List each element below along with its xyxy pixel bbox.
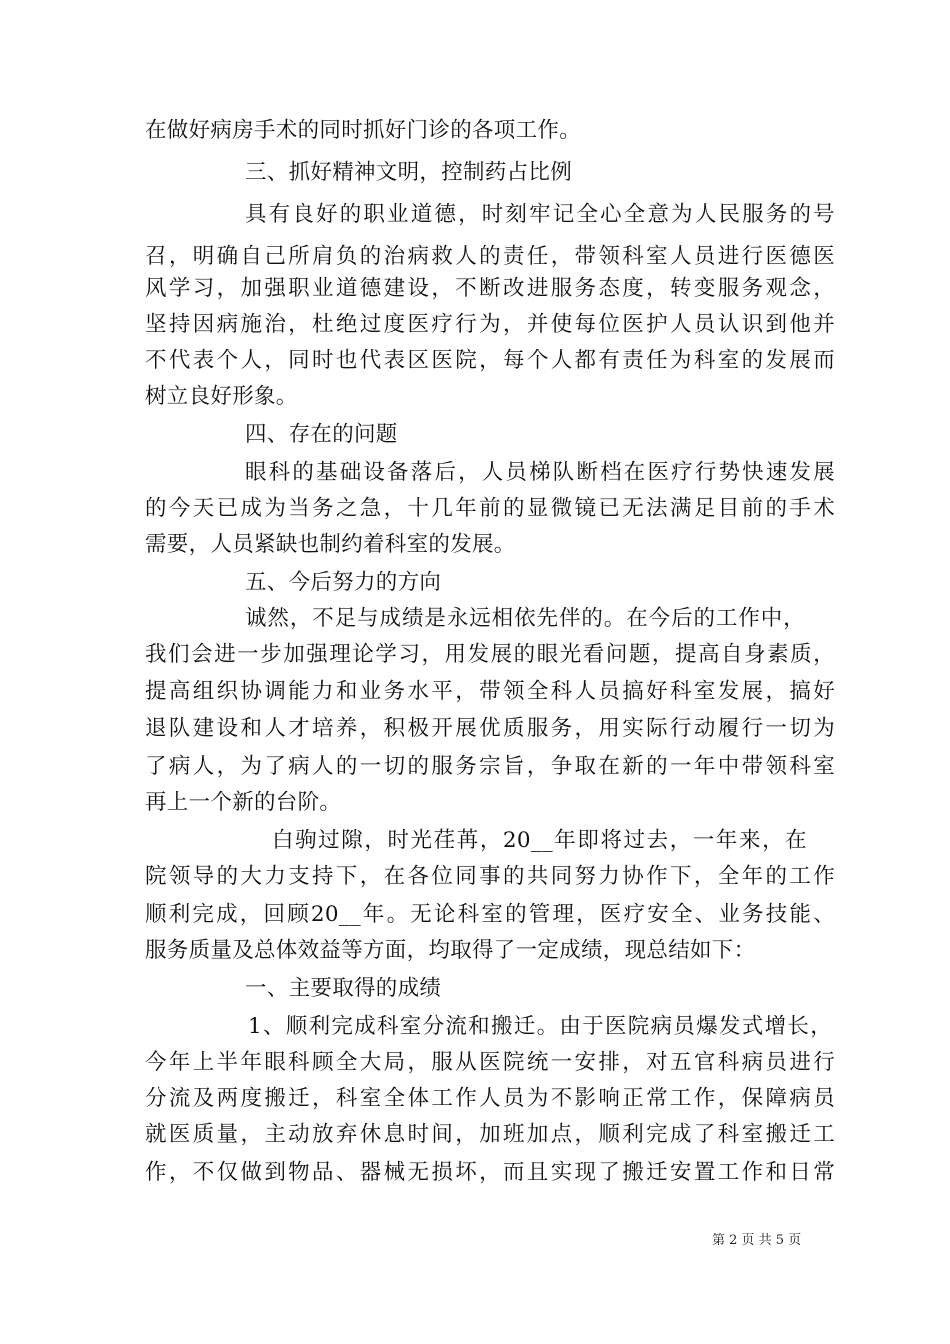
section-heading: 三、抓好精神文明，控制药占比例 (245, 160, 573, 185)
text-line: 具有良好的职业道德，时刻牢记全心全意为人民服务的号 (245, 202, 835, 227)
text-line: 坚持因病施治，杜绝过度医疗行为，并使每位医护人员认识到他并 (145, 312, 835, 337)
text-line: 1、顺利完成科室分流和搬迁。由于医院病员爆发式增长， (248, 1014, 832, 1039)
section-heading: 一、主要取得的成绩 (245, 976, 442, 1001)
text-line: 再上一个新的台阶。 (145, 790, 342, 815)
text-line: 在做好病房手术的同时抓好门诊的各项工作。 (145, 118, 582, 143)
page-number: 第 2 页 共 5 页 (712, 1233, 802, 1248)
text-line: 不代表个人，同时也代表区医院，每个人都有责任为科室的发展而 (145, 348, 835, 373)
text-line: 需要，人员紧缺也制约着科室的发展。 (145, 532, 516, 557)
text-line: 风学习，加强职业道德建设，不断改进服务态度，转变服务观念， (145, 276, 835, 301)
text-line: 院领导的大力支持下，在各位同事的共同努力协作下，全年的工作 (145, 864, 835, 889)
text-line: 顺利完成，回顾20__年。无论科室的管理，医疗安全、业务技能、 (145, 902, 835, 927)
text-line: 树立良好形象。 (145, 384, 298, 409)
section-heading: 四、存在的问题 (245, 422, 398, 447)
text-line: 了病人，为了病人的一切的服务宗旨，争取在新的一年中带领科室 (145, 754, 835, 779)
text-line: 提高组织协调能力和业务水平，带领全科人员搞好科室发展，搞好 (145, 679, 835, 704)
section-heading: 五、今后努力的方向 (245, 570, 442, 595)
text-line: 分流及两度搬迁，科室全体工作人员为不影响正常工作，保障病员 (145, 1086, 835, 1111)
text-line: 就医质量，主动放弃休息时间，加班加点，顺利完成了科室搬迁工 (145, 1122, 835, 1147)
text-line: 眼科的基础设备落后，人员梯队断档在医疗行势快速发展 (245, 460, 835, 485)
text-line: 召，明确自己所肩负的治病救人的责任，带领科室人员进行医德医 (145, 244, 835, 269)
text-line: 诚然，不足与成绩是永远相依先伴的。在今后的工作中， (245, 606, 805, 631)
text-line: 的今天已成为当务之急，十几年前的显微镜已无法满足目前的手术 (145, 496, 835, 521)
text-line: 服务质量及总体效益等方面，均取得了一定成绩，现总结如下： (145, 938, 756, 963)
text-line: 退队建设和人才培养，积极开展优质服务，用实际行动履行一切为 (145, 716, 835, 741)
text-line: 今年上半年眼科顾全大局，服从医院统一安排，对五官科病员进行 (145, 1050, 835, 1075)
text-line: 作，不仅做到物品、器械无损坏，而且实现了搬迁安置工作和日常 (145, 1160, 835, 1185)
text-line: 我们会进一步加强理论学习，用发展的眼光看问题，提高自身素质， (145, 642, 835, 667)
text-line: 白驹过隙，时光荏苒，20__年即将过去，一年来，在 (272, 828, 807, 853)
